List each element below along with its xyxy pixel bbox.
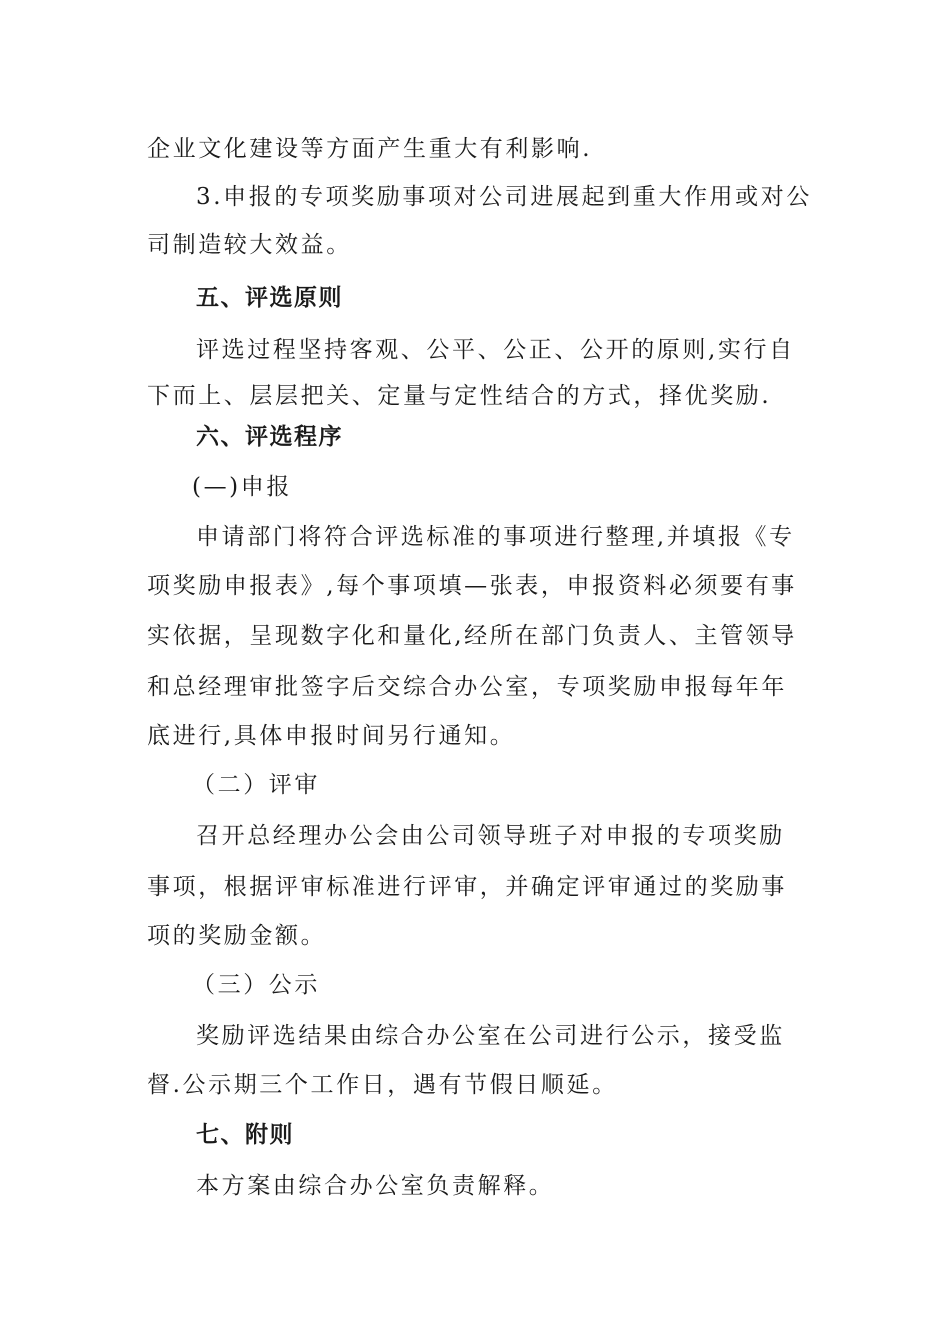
section-heading: 七、附则: [196, 1122, 294, 1148]
body-text-line: 司制造较大效益。: [147, 232, 352, 258]
body-text-line: 企业文化建设等方面产生重大有利影响.: [147, 136, 593, 162]
body-text-line: 督.公示期三个工作日，遇有节假日顺延。: [147, 1072, 618, 1098]
body-text-line: 和总经理审批签字后交综合办公室，专项奖励申报每年年: [147, 674, 787, 700]
body-text-line: 本方案由综合办公室负责解释。: [196, 1173, 555, 1199]
body-text-line: 召开总经理办公会由公司领导班子对申报的专项奖励: [196, 823, 785, 849]
body-text-line: 奖励评选结果由综合办公室在公司进行公示，接受监: [196, 1023, 785, 1049]
body-text-line: 底进行,具体申报时间另行通知。: [147, 723, 516, 749]
body-text-line: 申请部门将符合评选标准的事项进行整理,并填报《专: [196, 524, 795, 550]
body-text-line: 事项，根据评审标准进行评审，并确定评审通过的奖励事: [147, 874, 787, 900]
body-text-line: 评选过程坚持客观、公平、公正、公开的原则,实行自: [196, 337, 795, 363]
body-text-line: 项的奖励金额。: [147, 923, 327, 949]
body-text-line: 项奖励申报表》,每个事项填—张表，申报资料必须要有事: [147, 573, 797, 599]
subsection-heading: （三）公示: [192, 972, 320, 998]
subsection-heading: （二）评审: [192, 772, 320, 798]
subsection-heading: (—)申报: [192, 474, 292, 500]
body-text-line: 实依据，呈现数字化和量化,经所在部门负责人、主管领导: [147, 623, 797, 649]
section-heading: 六、评选程序: [196, 424, 343, 450]
body-text-line: 下而上、层层把关、定量与定性结合的方式，择优奖励.: [147, 383, 772, 409]
section-heading: 五、评选原则: [196, 285, 343, 311]
body-text-line: 3.申报的专项奖励事项对公司进展起到重大作用或对公: [196, 184, 812, 210]
